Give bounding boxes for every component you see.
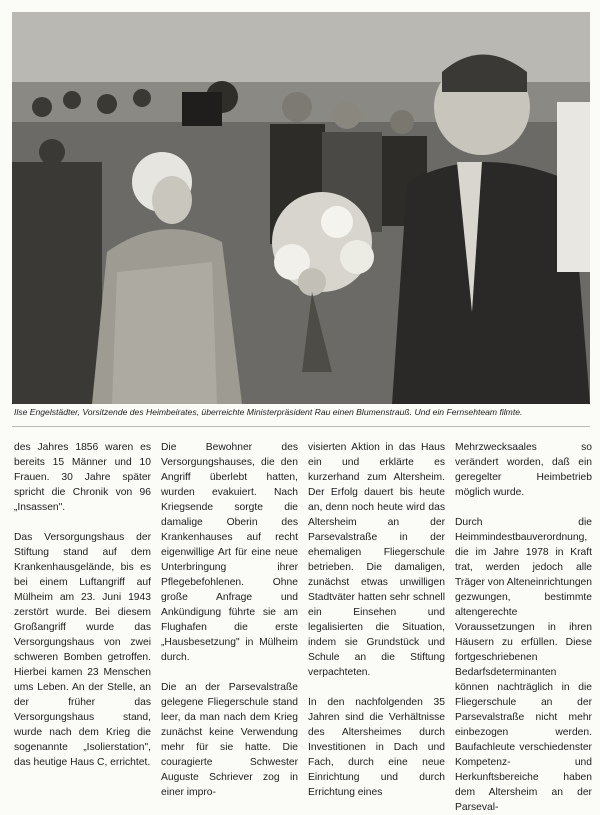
- paragraph: Die Bewohner des Versorgungshauses, die den Angriff überlebt hatten, wurden evakuiert. Nach Kriegsende sorgte die damalige Oberin des Krankenhauses auf recht eigenwillige Art für eine neue Unterbringung ihrer Pflegebefohlenen. Ohne große Anfrage und Ankündigung führte sie am Flughafen die erste „Hausbesetzung" in Mülheim durch.: [161, 442, 298, 663]
- paragraph: In den nachfolgenden 35 Jahren sind die Verhältnisse des Altersheimes durch Investitionen in Dach und Fach, durch eine neue Einrichtung und durch Errichtung eines: [308, 697, 445, 798]
- paragraph: Mehrzwecksaales so verändert worden, daß ein geregelter Heimbetrieb möglich wurde.: [455, 442, 592, 498]
- press-photo: [12, 12, 590, 404]
- text-column-1: [14, 440, 151, 768]
- text-column-4: [455, 440, 592, 813]
- paragraph: visierten Aktion in das Haus ein und erklärte es kurzerhand zum Altersheim. Der Erfolg dauert bis heute an, denn noch heute wird das Altersheim an der Parsevalstraße in der ehemaligen Fliegerschule betrieben. Die damaligen, zunächst etwas unwilligen Stadtväter hatten sehr schnell ein Einsehen und legalisierten die Situation, indem sie Grundstück und Schule an die Stiftung verpachteten.: [308, 442, 445, 678]
- divider: [12, 426, 590, 427]
- paragraph: Durch die Heimmindestbauverordnung, die im Jahre 1978 in Kraft trat, werden jedoch alle Träger von Alteneinrichtungen gezwungen, bestimmte altengerechte Voraussetzungen in ihren Häusern zu erfüllen. Diese fortgeschriebenen Bedarfsdeterminanten können nachträglich in die Fliegerschule an der Parsevalstraße nicht mehr einbezogen werden. Baufachleute verschiedenster Kompetenz- und Herkunftsbereiche haben dem Altersheim an der Parseval-: [455, 517, 592, 813]
- text-column-3: [308, 440, 445, 798]
- photo-caption: Ilse Engelstädter, Vorsitzende des Heimbeirates, überreichte Ministerpräsident Rau einen Blumenstrauß. Und ein Fernsehteam filmte.: [14, 407, 523, 417]
- text-column-2: [161, 440, 298, 798]
- paragraph: des Jahres 1856 waren es bereits 15 Männer und 10 Frauen. 30 Jahre später spricht die Chronik von 96 „Insassen".: [14, 442, 151, 513]
- paragraph: Das Versorgungshaus der Stiftung stand auf dem Krankenhausgelände, bis es bei einem Luftangriff auf Mülheim am 23. Juni 1943 zerstört wurde. Bei diesem Großangriff wurde das Versorgungshaus von zwei schweren Bomben getroffen. Hierbei kamen 23 Menschen ums Leben. An der Stelle, an der früher das Versorgungshaus stand, wurde nach dem Krieg die sogenannte „Isolierstation", das heutige Haus C, errichtet.: [14, 532, 151, 768]
- paragraph: Die an der Parsevalstraße gelegene Fliegerschule stand leer, da man nach dem Krieg zunächst keine Verwendung mehr für sie hatte. Die couragierte Schwester Auguste Schriever zog in einer impro-: [161, 682, 298, 798]
- photo-scene: [12, 12, 590, 404]
